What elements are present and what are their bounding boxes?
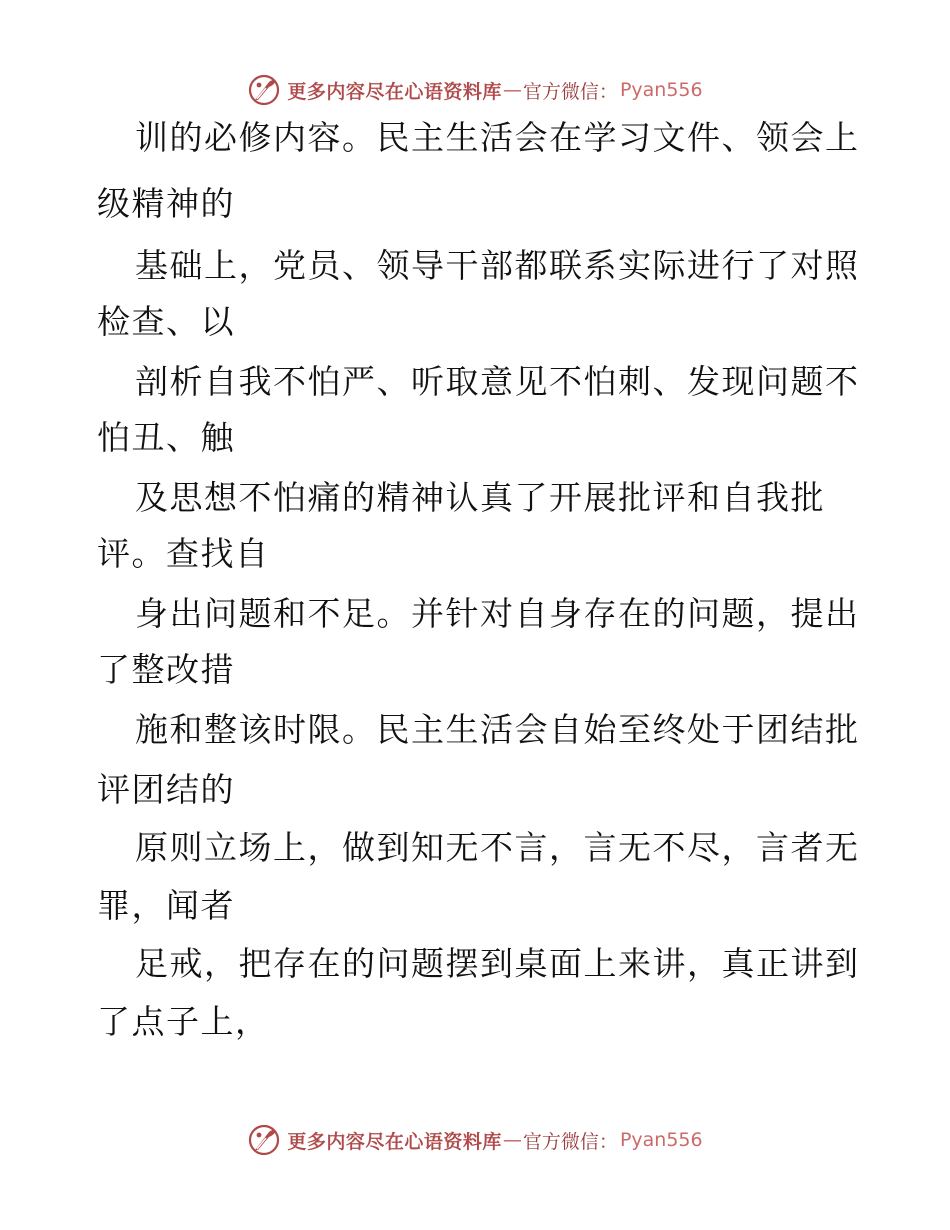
body-line: 罪，闻者 (97, 886, 235, 925)
banner-dash: — (502, 79, 522, 101)
body-line: 身出问题和不足。并针对自身存在的问题，提出 (135, 594, 860, 633)
body-line: 足戒，把存在的问题摆到桌面上来讲，真正讲到 (135, 944, 860, 983)
body-line: 基础上，党员、领导干部都联系实际进行了对照 (135, 246, 860, 285)
body-line: 怕丑、触 (97, 418, 235, 457)
header-banner (0, 70, 950, 110)
body-line: 级精神的 (97, 184, 235, 223)
footer-banner (0, 1120, 950, 1160)
body-line: 施和整该时限。民主生活会自始至终处于团结批 (135, 710, 860, 749)
body-line: 检查、以 (97, 302, 235, 341)
banner-wechat-id: Pyan556 (619, 1129, 703, 1151)
body-line: 了点子上， (97, 1002, 270, 1041)
banner-site-name: 更多内容尽在心语资料库 (287, 1130, 502, 1153)
body-line: 评。查找自 (97, 534, 270, 573)
banner-wechat-id: Pyan556 (619, 79, 703, 101)
body-line: 及思想不怕痛的精神认真了开展批评和自我批 (135, 478, 825, 517)
banner-wechat-label: 官方微信： (522, 80, 618, 103)
banner-dash: — (502, 1129, 522, 1151)
body-line: 训的必修内容。民主生活会在学习文件、领会上 (135, 118, 860, 157)
body-line: 剖析自我不怕严、听取意见不怕刺、发现问题不 (135, 362, 860, 401)
quill-pen-icon (247, 1123, 281, 1157)
body-line: 评团结的 (97, 770, 235, 809)
banner-site-name: 更多内容尽在心语资料库 (287, 80, 502, 103)
body-line: 了整改措 (97, 650, 235, 689)
banner-wechat-label: 官方微信： (522, 1130, 618, 1153)
quill-pen-icon (247, 73, 281, 107)
body-line: 原则立场上，做到知无不言，言无不尽，言者无 (135, 828, 860, 867)
